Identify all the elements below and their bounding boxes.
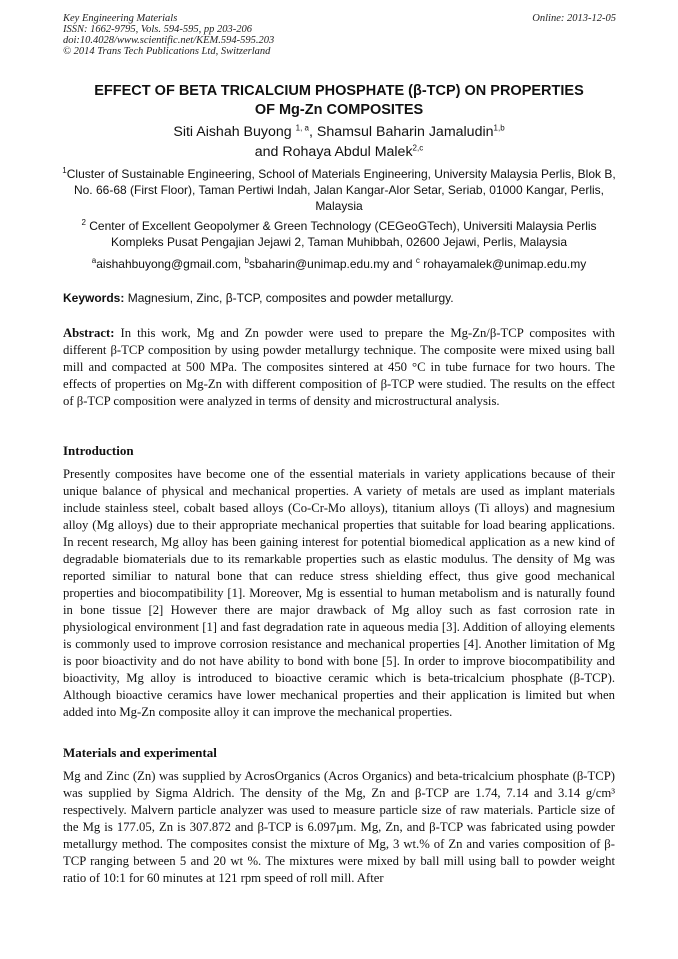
email-b: sbaharin@unimap.edu.my and (248, 257, 416, 271)
email-a: aishahbuyong@gmail.com, (96, 257, 245, 271)
title-line-2: OF Mg-Zn COMPOSITES (254, 102, 424, 118)
author-2: Shamsul Baharin Jamaludin (316, 124, 494, 140)
author-1-sup: 1, a (295, 123, 309, 133)
online-date: Online: 2013-12-05 (532, 13, 616, 24)
keywords-label: Keywords: (63, 291, 125, 305)
author-line-2 (40, 142, 638, 162)
materials-heading: Materials and experimental (63, 745, 217, 760)
affiliation-2 (60, 218, 618, 250)
author-1: Siti Aishah Buyong (173, 124, 292, 140)
affiliation-2-sup: 2 (81, 218, 86, 227)
paper-title (40, 82, 638, 120)
introduction-heading: Introduction (63, 443, 134, 458)
author-3-sup: 2,c (412, 143, 424, 153)
copyright-line: © 2014 Trans Tech Publications Ltd, Switzerland (63, 46, 271, 57)
issn-line: ISSN: 1662-9795, Vols. 594-595, pp 203-206 (63, 24, 252, 35)
author-3: Rohaya Abdul Malek (282, 144, 413, 160)
introduction-text: Presently composites have become one of the essential materials in variety applications because of their unique balance of physical and mechanical properties. A variety of metals are used as implant materials include stainless steel, cobalt based alloys (Co-Cr-Mo alloys), titanium alloys (Ti alloys) and magnesium alloy (Mg alloys) due to their appropriate mechanical properties that suitable for load bearing applications. In recent research, Mg alloy has been gaining interest for potential biomedical application as a new kind of degradable biomaterials due to its remarkable properties such as elastic modulus. The density of Mg was reported similiar to natural bone that can reduce stress shielding effect, thus give good mechanical properties and biocompatibility [1]. Moreover, Mg is essential to human metabolism and is naturally found in bone tissue [2] However there are major drawback of Mg alloy such as fast corrosion rate in physiological environment [1] and fast degradation rate in aqueous media [3]. Addition of alloying elements is commonly used to improve corrosion resistance and mechanical properties [4]. Another limitation of Mg is poor bioactivity and do not have ability to bond with bone [5]. In order to improve biocompatibility and bioactivity, Mg alloy is introduced to bioactive ceramic which is beta-tricalcium phosphate (β-TCP). Although bioactive ceramics have lower mechanical properties and their application is limited but when added into Mg-Zn composite alloy it can improve the mechanical properties. (63, 467, 615, 719)
email-line (40, 256, 638, 272)
affiliation-1 (60, 166, 618, 214)
doi-line: doi:10.4028/www.scientific.net/KEM.594-595.203 (63, 35, 275, 46)
affiliation-1-text: Cluster of Sustainable Engineering, School of Materials Engineering, University Malaysia Perlis, Blok B, No. 66-68 (First Floor), Taman Pertiwi Indah, Jalan Kangar-Alor Setar, Seriab, 01000 Kangar, Perlis, Malaysia (66, 167, 616, 213)
affiliation-2-text: Center of Excellent Geopolymer & Green Technology (CEGeoGTech), Universiti Malaysia Perlis Kompleks Pusat Pengajian Jejawi 2, Taman Muhibbah, 02600 Jejawi, Perlis, Malaysia (89, 219, 597, 249)
author-separator: , (308, 124, 317, 140)
journal-name: Key Engineering Materials (63, 13, 178, 24)
abstract-text: In this work, Mg and Zn powder were used to prepare the Mg-Zn/β-TCP composites with different β-TCP composition by using powder metallurgy technique. The composite were mixed using ball mill and compacted at 500 MPa. The composites sintered at 450 °C in tube furnace for two hours. The effects of properties on Mg-Zn with different composition of β-TCP were studied. The results on the effect of β-TCP composition were analyzed in terms of density and microstructural analysis. (63, 326, 615, 408)
affiliation-1-sup: 1 (62, 166, 67, 175)
email-c-sup: c (415, 256, 420, 265)
title-line-1: EFFECT OF BETA TRICALCIUM PHOSPHATE (β-TCP) ON PROPERTIES (94, 83, 584, 99)
abstract-label: Abstract: (63, 326, 115, 340)
email-c: rohayamalek@unimap.edu.my (423, 257, 587, 271)
materials-text: Mg and Zinc (Zn) was supplied by AcrosOrganics (Acros Organics) and beta-tricalcium phosphate (β-TCP) was supplied by Sigma Aldrich. The density of the Mg, Zn and β-TCP are 1.74, 7.14 and 3.14 g/cm³ respectively. Malvern particle analyzer was used to measure particle size of raw materials. Particle size of the Mg is 177.05, Zn is 307.872 and β-TCP is 6.097µm. Mg, Zn, and β-TCP was fabricated using powder metallurgy method. The composites consist the mixture of Mg, 3 wt.% of Zn and varies composition of β-TCP ranging between 5 and 20 wt %. The mixtures were mixed by ball mill using ball to powder weight ratio of 10:1 for 60 minutes at 121 rpm speed of roll mill. After (63, 769, 615, 885)
email-a-sup: a (91, 256, 97, 265)
email-b-sup: b (244, 256, 249, 265)
author-and: and (254, 144, 283, 160)
author-line-1 (40, 122, 638, 142)
abstract (63, 325, 615, 410)
keywords-text: Magnesium, Zinc, β-TCP, composites and powder metallurgy. (124, 291, 454, 305)
journal-header (63, 13, 274, 57)
author-list (40, 122, 638, 162)
author-2-sup: 1,b (493, 123, 505, 133)
keywords (63, 290, 618, 306)
